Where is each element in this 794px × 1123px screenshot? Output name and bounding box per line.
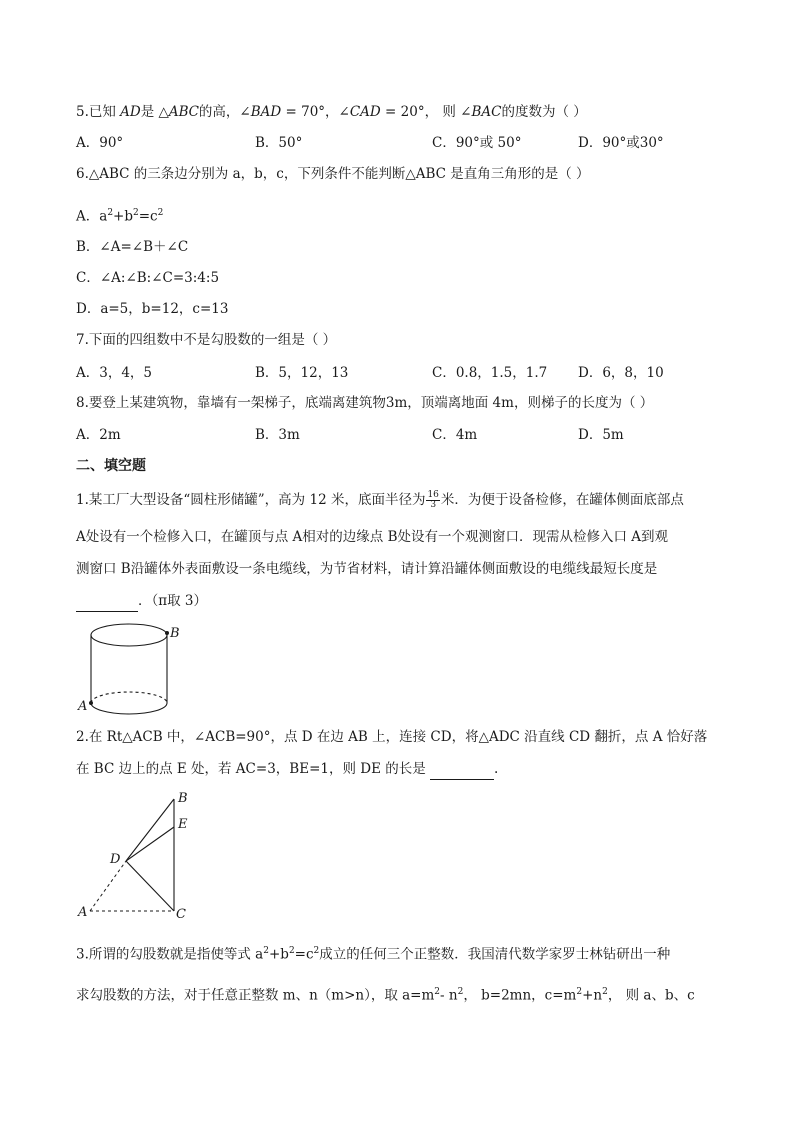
fill3-l2-t3: ， b=2mn，c=m xyxy=(463,987,577,1004)
fill3-line1 xyxy=(76,941,670,965)
label-d: D xyxy=(110,852,121,867)
fill1-line2: A处设有一个检修入口，在罐顶与点 A相对的边缘点 B处设有一个观测窗口．现需从检修入口 A到观 xyxy=(76,529,669,545)
fill3-l2-e3: 2 xyxy=(576,987,583,997)
q6-option-a-exp: 2 xyxy=(107,208,114,218)
q5-option-b[interactable]: B．50° xyxy=(255,135,303,151)
q7-option-b[interactable]: B．5，12，13 xyxy=(255,365,349,381)
fill3-l2-t4: +n xyxy=(582,987,603,1004)
fraction-denominator: 3 xyxy=(430,500,437,510)
fill3-l2-t2: - n xyxy=(440,987,458,1004)
fraction-numerator: 16 xyxy=(427,490,439,500)
section-title: 二、填空题 xyxy=(76,458,146,474)
fill3-l1-t4: 成立的任何三个正整数．我国清代数学家罗士林钻研出一种 xyxy=(319,946,671,963)
label-e: E xyxy=(178,817,188,832)
fill2-line2 xyxy=(76,759,498,780)
fill1-line4-post: ．（π取 3） xyxy=(138,593,208,609)
q7-stem: 7.下面的四组数中不是勾股数的一组是（ ） xyxy=(76,332,337,348)
q6-stem: 6.△ABC 的三条边分别为 a，b，c，下列条件不能判断△ABC 是直角三角形的是（ ） xyxy=(76,166,590,182)
fill1-text-pre: 1.某工厂大型设备“圆柱形储罐”，高为 12 米，底面半径为 xyxy=(76,492,426,508)
q5-option-a[interactable]: A．90° xyxy=(76,135,124,151)
q7-option-c[interactable]: C．0.8，1.5，1.7 xyxy=(432,365,548,381)
fill3-l1-e2: 2 xyxy=(288,946,295,956)
point-a-dot xyxy=(89,701,93,705)
cylinder-bottom-back xyxy=(91,692,167,703)
fill3-l2-e2: 2 xyxy=(457,987,464,997)
point-b-dot xyxy=(165,631,169,635)
fill3-l2-t5: ， 则 a、b、c xyxy=(607,987,695,1004)
segment-dc xyxy=(126,861,174,911)
segment-db xyxy=(126,799,174,861)
q8-option-c[interactable]: C．4m xyxy=(432,427,478,443)
q8-stem: 8.要登上某建筑物，靠墙有一架梯子，底端离建筑物3m，顶端离地面 4m，则梯子的长度为（ ） xyxy=(76,395,654,411)
fill3-l1-t1: 3.所谓的勾股数就是指使等式 a xyxy=(76,946,264,963)
segment-de xyxy=(126,827,174,861)
q8-option-b[interactable]: B．3m xyxy=(255,427,300,443)
label-c: C xyxy=(176,907,186,922)
fill2-text-pre: 在 BC 边上的点 E 处，若 AC=3，BE=1，则 DE 的长是 xyxy=(76,761,426,777)
q6-option-b[interactable]: B．∠A=∠B＋∠C xyxy=(76,239,189,255)
fill3-l2-t1: 求勾股数的方法，对于任意正整数 m、n（m>n），取 a=m xyxy=(76,987,435,1004)
fill1-line3: 测窗口 B沿罐体外表面敷设一条电缆线，为节省材料，请计算沿罐体侧面敷设的电缆线最短长度是 xyxy=(76,561,658,577)
fraction-16-3 xyxy=(426,491,439,510)
fill3-l1-t2: +b xyxy=(268,946,289,963)
cylinder-top-ellipse xyxy=(91,624,167,646)
cylinder-figure xyxy=(70,620,190,720)
q6-option-a-exp: 2 xyxy=(133,208,139,218)
cylinder-bottom-front xyxy=(91,703,167,714)
fill3-line2 xyxy=(76,982,695,1006)
q6-option-c[interactable]: C．∠A:∠B:∠C=3:4:5 xyxy=(76,270,220,286)
q8-option-a[interactable]: A．2m xyxy=(76,427,121,443)
fill3-l2-e4: 2 xyxy=(602,987,608,997)
q7-option-d[interactable]: D．6，8，10 xyxy=(578,365,664,381)
fill2-line1: 2.在 Rt△ACB 中，∠ACB=90°，点 D 在边 AB 上，连接 CD，将△ADC 沿直线 CD 翻折，点 A 恰好落 xyxy=(76,729,708,745)
q8-option-d[interactable]: D．5m xyxy=(578,427,624,443)
label-a: A xyxy=(78,905,88,920)
fill1-line1 xyxy=(76,490,684,510)
fill2-text-post: . xyxy=(494,761,499,777)
answer-blank[interactable] xyxy=(430,759,494,780)
q6-option-a-prefix: A．a xyxy=(76,208,108,225)
label-b: B xyxy=(170,626,180,641)
q6-option-a[interactable] xyxy=(76,203,163,227)
label-a: A xyxy=(78,699,88,714)
q6-option-d[interactable]: D．a=5，b=12，c=13 xyxy=(76,301,229,317)
fill3-l1-e1: 2 xyxy=(263,946,269,956)
segment-ad xyxy=(90,861,126,911)
q6-option-a-mid2: =c xyxy=(138,208,158,225)
q5-option-d[interactable]: D．90°或30° xyxy=(578,135,664,151)
fill1-line4 xyxy=(76,591,207,612)
fill3-l2-e1: 2 xyxy=(434,987,441,997)
fill3-l1-t3: =c xyxy=(294,946,314,963)
q6-option-a-mid1: +b xyxy=(113,208,134,225)
q5-stem: 5.已知 𝐴𝐷是 △𝐴𝐵𝐶的高，∠𝐵𝐴𝐷 = 70°，∠𝐶𝐴𝐷 = 20°， 则 ∠𝐵𝐴𝐶的度数为（ ） xyxy=(76,104,587,120)
q6-option-a-exp: 2 xyxy=(157,208,164,218)
fill3-l1-e3: 2 xyxy=(313,946,320,956)
fill1-text-post: 米．为便于设备检修，在罐体侧面底部点 xyxy=(440,492,684,508)
q5-option-c[interactable]: C．90°或 50° xyxy=(432,135,522,151)
triangle-figure xyxy=(70,785,200,925)
q7-option-a[interactable]: A．3，4，5 xyxy=(76,365,153,381)
label-b: B xyxy=(178,791,188,806)
answer-blank[interactable] xyxy=(76,591,138,612)
